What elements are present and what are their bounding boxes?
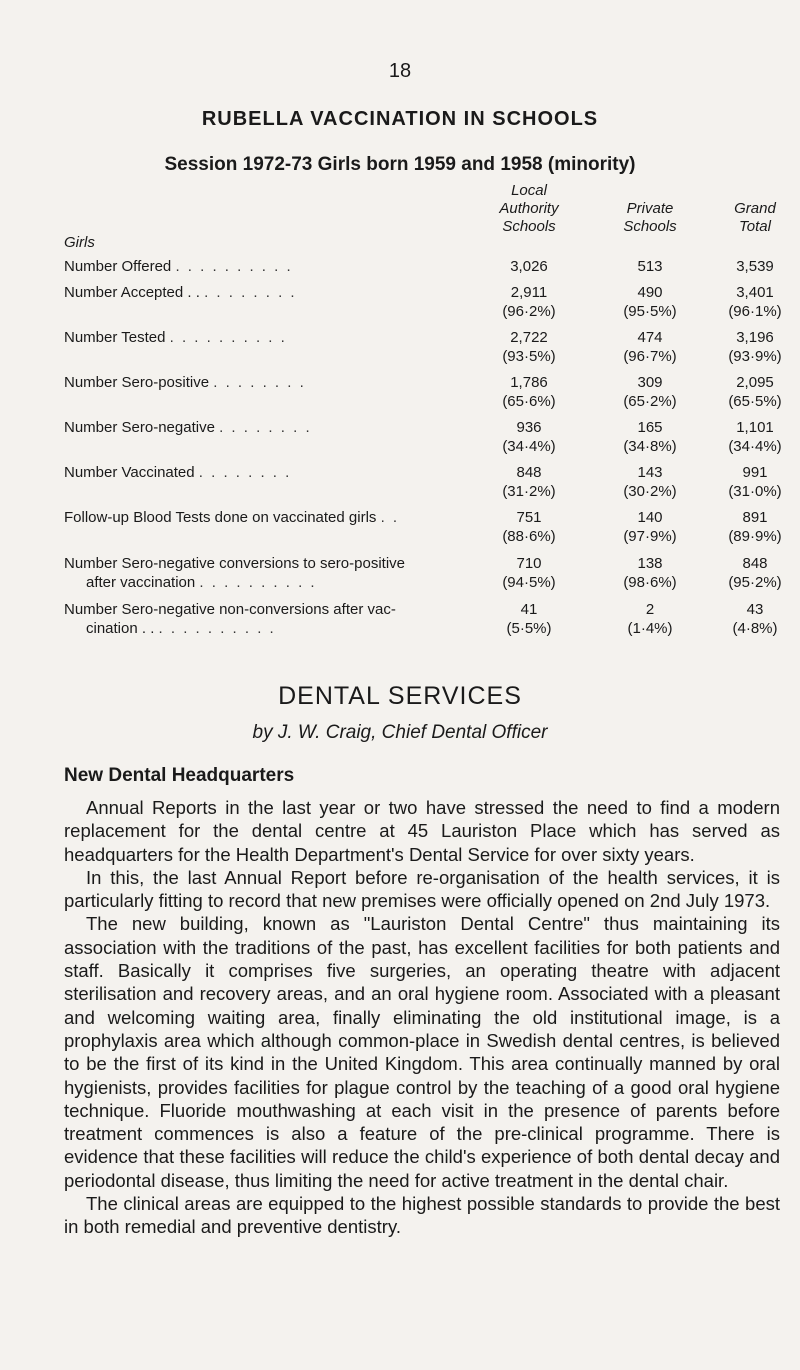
cell-ps: 140 (97·9%) [623,509,677,545]
cell-ps: 143 (30·2%) [623,464,677,500]
cell-ps: 513 [637,258,663,275]
page-number: 18 [388,60,412,82]
header-private-schools [605,200,695,236]
row-label: Follow-up Blood Tests done on vaccinated girls . . [64,509,400,526]
cell-gt: 891 (89·9%) [728,509,782,545]
cell-gt: 3,539 [736,258,774,275]
cell-la: 936 (34·4%) [502,419,556,455]
cell-gt: 3,401 (96·1%) [728,284,782,320]
page-title: RUBELLA VACCINATION IN SCHOOLS [201,108,599,130]
header-la-line3: Schools [502,218,556,235]
cell-ps: 309 (65·2%) [623,374,677,410]
paragraph: In this, the last Annual Report before re-organisation of the health services, it is particularly fitting to record that new premises were officially opened on 2nd July 1973. [64,866,780,912]
row-label: Number Sero-negative . . . . . . . . [64,419,312,436]
row-label: Number Vaccinated . . . . . . . . [64,464,292,481]
row-label: Number Tested . . . . . . . . . . [64,329,287,346]
cell-ps: 138 (98·6%) [623,555,677,591]
cell-la: 2,911 (96·2%) [502,284,556,320]
header-gt-line2: Total [739,218,771,235]
row-label: Number Sero-negative conversions to sero-positive after vaccination . . . . . . . . . . [64,555,405,591]
header-gt-line1: Grand [734,200,776,217]
header-ps-line2: Schools [623,218,677,235]
table-header [0,182,800,254]
header-girls: Girls [64,234,95,251]
row-label: Number Sero-negative non-conversions after vac- cination . . . . . . . . . . . . [64,601,396,637]
cell-gt: 991 (31·0%) [728,464,782,500]
cell-gt: 3,196 (93·9%) [728,329,782,365]
cell-la: 41 (5·5%) [506,601,552,637]
cell-ps: 490 (95·5%) [623,284,677,320]
cell-la: 710 (94·5%) [502,555,556,591]
dental-byline: by J. W. Craig, Chief Dental Officer [252,722,548,743]
cell-la: 751 (88·6%) [502,509,556,545]
body-text [64,796,780,1239]
table-subtitle: Session 1972-73 Girls born 1959 and 1958 (minority) [164,154,636,175]
cell-ps: 474 (96·7%) [623,329,677,365]
cell-gt: 2,095 (65·5%) [728,374,782,410]
paragraph: Annual Reports in the last year or two have stressed the need to find a modern replacement for the dental centre at 45 Lauriston Place which has served as headquarters for the Health Department's Dental Service for over sixty years. [64,797,780,865]
dental-services-title: DENTAL SERVICES [278,682,522,710]
row-label: Number Offered . . . . . . . . . . [64,258,293,275]
section-heading: New Dental Headquarters [64,765,295,786]
cell-gt: 43 (4·8%) [732,601,778,637]
rubella-table [0,182,800,637]
cell-la: 3,026 [510,258,548,275]
cell-gt: 1,101 (34·4%) [728,419,782,455]
header-la-line2: Authority [499,200,559,217]
paragraph: The clinical areas are equipped to the highest possible standards to provide the best in both remedial and preventive dentistry. [64,1193,780,1238]
header-grand-total [710,200,800,236]
cell-gt: 848 (95·2%) [728,555,782,591]
cell-la: 848 (31·2%) [502,464,556,500]
header-ps-line1: Private [626,200,674,217]
cell-ps: 165 (34·8%) [623,419,677,455]
cell-la: 2,722 (93·5%) [502,329,556,365]
row-label: Number Sero-positive . . . . . . . . [64,374,306,391]
cell-ps: 2 (1·4%) [627,601,673,637]
paragraph: The new building, known as "Lauriston Dental Centre" thus maintaining its association with the traditions of the past, has excellent facilities for both patients and staff. Basically it comprises five surgeries, an operating theatre with adjacent sterilisation and recovery areas, and an oral hygiene room. Associated with a pleasant and welcoming waiting area, finally eliminating the old institutional image, is a prophylaxis area which although common-place in Swedish dental centres, is believed to be the first of its kind in the United Kingdom. This area continually manned by oral hygienists, provides facilities for plague control by the teaching of a good oral hygiene technique. Fluoride mouthwashing at each visit in the presence of parents before treatment commences is also a feature of the pre-clinical programme. There is evidence that these facilities will reduce the child's experience of both dental decay and periodontal disease, thus limiting the need for active treatment in the dental chair. [64,913,780,1191]
row-label: Number Accepted . . . . . . . . . . [64,284,297,301]
header-la-line1: Local [511,182,547,199]
cell-la: 1,786 (65·6%) [502,374,556,410]
header-local-authority [484,182,574,236]
